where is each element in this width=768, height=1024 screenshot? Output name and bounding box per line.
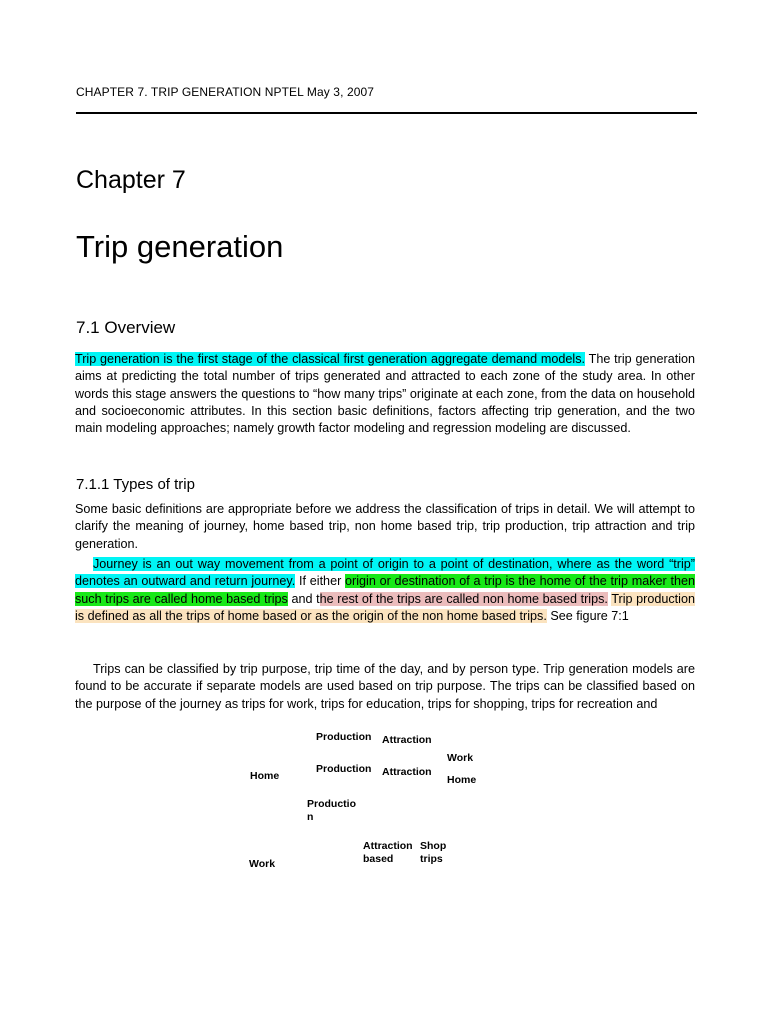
figure-label-work: Work (447, 752, 474, 764)
figure-label-line: Attraction (363, 840, 413, 852)
figure-label-attraction-based (363, 840, 413, 866)
figure-label-line: based (363, 853, 394, 865)
highlight-peach: Trip production is defined as all the trips of home based or as the origin of the non home based trips. (75, 591, 695, 623)
highlight-cyan: Journey is an out way movement from a point of origin to a point of destination, where as the word “trip” denotes an outward and return journey. (75, 557, 695, 589)
figure-label-line: Shop (420, 840, 447, 852)
figure-label-attraction: Attraction (382, 766, 432, 778)
highlight-pink: he rest of the trips are called non home based trips. (319, 591, 608, 606)
paragraph-text: and t (287, 591, 320, 606)
chapter-number: Chapter 7 (76, 166, 186, 194)
paragraph-text: If either (295, 574, 346, 589)
highlight-green: origin or destination of a trip is the home of the trip maker then such trips are called home based trips (75, 574, 695, 606)
figure-label-line: trips (420, 853, 443, 865)
figure-label-work: Work (249, 858, 276, 870)
figure-label-production: Production (316, 731, 372, 743)
definitions-intro-paragraph: Some basic definitions are appropriate before we address the classification of trips in detail. We will attempt to clarify the meaning of journey, home based trip, non home based trip, trip production, trip attraction and trip generation. (75, 502, 695, 551)
figure-label-home: Home (250, 770, 280, 782)
figure-label-line: Productio (307, 798, 356, 810)
figure-label-production (307, 798, 356, 824)
running-head: CHAPTER 7. TRIP GENERATION NPTEL May 3, 2007 (76, 85, 375, 99)
figure-label-line: n (307, 811, 314, 823)
figure-label-home: Home (447, 774, 477, 786)
overview-paragraph (75, 351, 695, 437)
figure-label-shop-trips (420, 840, 446, 866)
subsection-heading: 7.1.1 Types of trip (76, 476, 195, 493)
trip-classification-paragraph: Trips can be classified by trip purpose, trip time of the day, and by person type. Trip generation models are found to be accurate if separate models are used based on trip purpose. The trips can be classified based on the purpose of the journey as trips for work, trips for education, trips for shopping, trips for recreation and (75, 662, 695, 711)
figure-label-production: Production (316, 763, 372, 775)
paragraph-text: See figure 7:1 (546, 608, 629, 623)
header-rule (76, 112, 697, 114)
section-heading: 7.1 Overview (76, 318, 176, 337)
chapter-title: Trip generation (76, 229, 284, 264)
highlight-cyan: Trip generation is the first stage of the classical first generation aggregate demand models. (75, 352, 586, 366)
paragraph-text: The trip generation aims at predicting the total number of trips generated and attracted to each zone of the study area. In other words this stage answers the questions to “how many trips” originate at each zone, from the data on household and socioeconomic attributes. In this section basic definitions, factors affecting trip generation, and the two main modeling approaches; namely growth factor modeling and regression modeling are discussed. (75, 352, 696, 436)
journey-definition-paragraph (75, 556, 695, 625)
figure-label-attraction: Attraction (382, 734, 432, 746)
